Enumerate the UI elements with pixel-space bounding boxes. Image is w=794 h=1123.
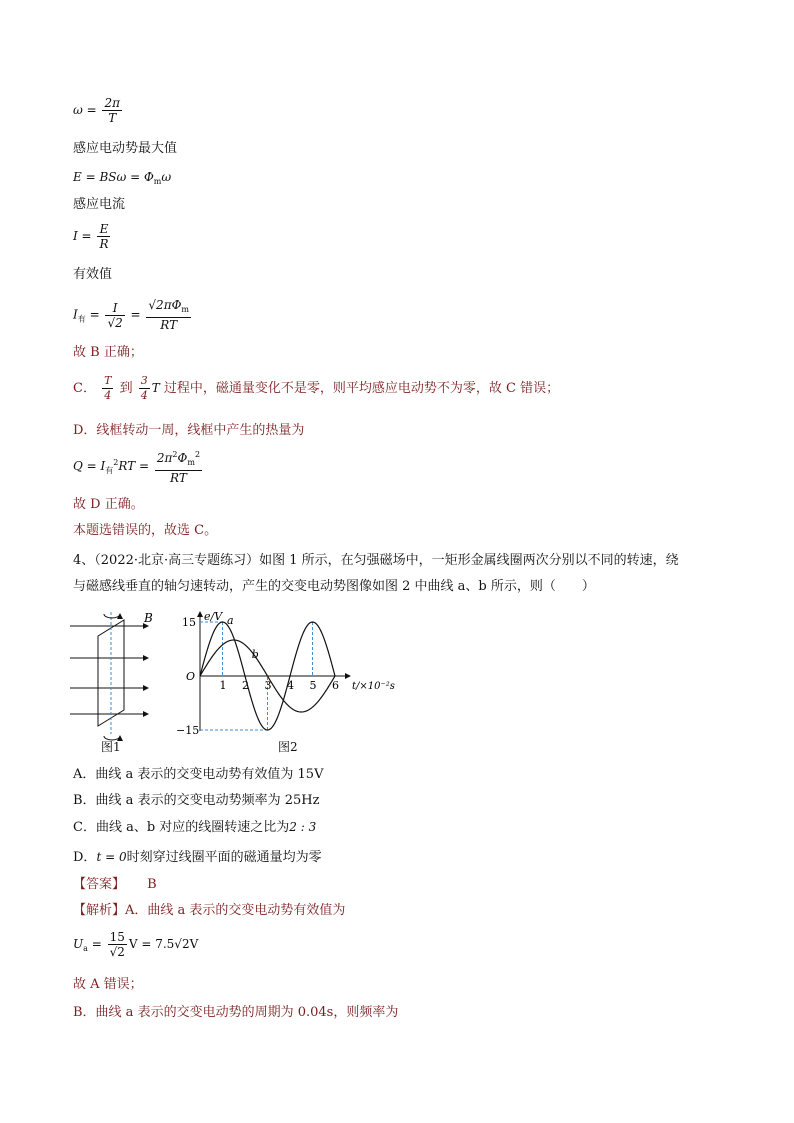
option-d [73,848,322,867]
answer-value: B [147,877,157,892]
x-tick-label: 6 [332,679,339,692]
option-b: B．曲线 a 表示的交变电动势频率为 25Hz [73,793,320,808]
c-wrong-line: C． $\frac{T}{4}$ 到 $\frac{3}{4}$ T 过程中，磁通量变化不是零，则平均感应电动势不为零，故 C 错误； [73,374,560,402]
x-tick-label: 2 [242,679,249,692]
fig2-label: 图2 [278,740,298,754]
rotation-arrow-top [104,614,120,618]
analysis-label: 【解析】 [73,903,126,918]
y-tick-label: −15 [176,724,200,736]
formula-effective-current: $I_有$ = $\frac{I}{√2}$ = $\frac{√2\pi\Phi_m}{RT}$ [73,298,190,332]
formula-ua: $U_a$ = $\frac{15}{√2}$ V = 7.5√2V [73,930,199,959]
c-prefix: C． [73,381,96,396]
fig1-label: 图1 [101,740,121,754]
series-label-b: b [251,648,259,661]
formula-heat: $Q = I_有^2RT$ = $\frac{2\pi^2\Phi_m^2}{RT}$ [73,450,201,485]
option-d-prefix: D． [73,850,97,865]
x-tick-label: 3 [264,679,272,692]
formula-current: I = $\frac{E}{R}$ [73,222,109,251]
x-tick-label: 5 [309,679,317,692]
analysis-b: B．曲线 a 表示的交变电动势的周期为 0.04s，则频率为 [73,1005,399,1020]
option-a: A．曲线 a 表示的交变电动势有效值为 15V [73,767,324,782]
y-axis-label: e/V [204,610,223,623]
x-axis-label: t/×10⁻²s [352,681,395,692]
a-wrong: 故 A 错误； [73,977,143,992]
label-emf-max: 感应电动势最大值 [73,141,178,156]
label-current: 感应电流 [73,197,126,212]
figure-2-chart [172,606,402,736]
formula-omega: ω = $\frac{2\pi}{T}$ [73,96,120,125]
analysis-a-text: A．曲线 a 表示的交变电动势有效值为 [125,903,346,918]
figure-1-coil [68,606,168,756]
option-c-text: C．曲线 a、b 对应的线圈转速之比为 [73,820,290,835]
question-line-2: 与磁感线垂直的轴匀速转动，产生的交变电动势图像如图 2 中曲线 a、b 所示，则（ ） [73,579,595,594]
c-to: 到 [119,381,133,396]
series-label-a: a [227,614,234,627]
answer-line [73,876,157,894]
x-tick-label: 1 [219,679,227,692]
x-tick-label: 4 [287,679,294,692]
c-text: 过程中，磁通量变化不是零，则平均感应电动势不为零，故 C 错误； [163,381,560,396]
field-label-b: B [144,611,153,625]
option-c-ratio: 2 : 3 [289,820,317,834]
b-correct: 故 B 正确； [73,345,143,360]
chart-plot [176,610,395,736]
d-correct: 故 D 正确。 [73,497,144,512]
option-d-text: 时刻穿过线圈平面的磁通量均为零 [126,850,322,865]
question-line-1: 4、（2022·北京·高三专题练习）如图 1 所示，在匀强磁场中，一矩形金属线圈两次分别以不同的转速，绕 [73,553,679,568]
option-c [73,818,316,837]
conclusion: 本题选错误的，故选 C。 [73,523,218,538]
option-d-t: t = 0 [96,850,127,864]
d-heat-line: D．线框转动一周，线框中产生的热量为 [73,423,305,438]
y-tick-label: 15 [182,616,196,629]
formula-emf: $E = BS\omega = \Phi_m\omega$ [73,170,172,186]
origin-label: O [186,670,196,683]
label-effective: 有效值 [73,267,113,282]
answer-label: 【答案】 [73,877,126,892]
analysis-a [73,902,345,920]
